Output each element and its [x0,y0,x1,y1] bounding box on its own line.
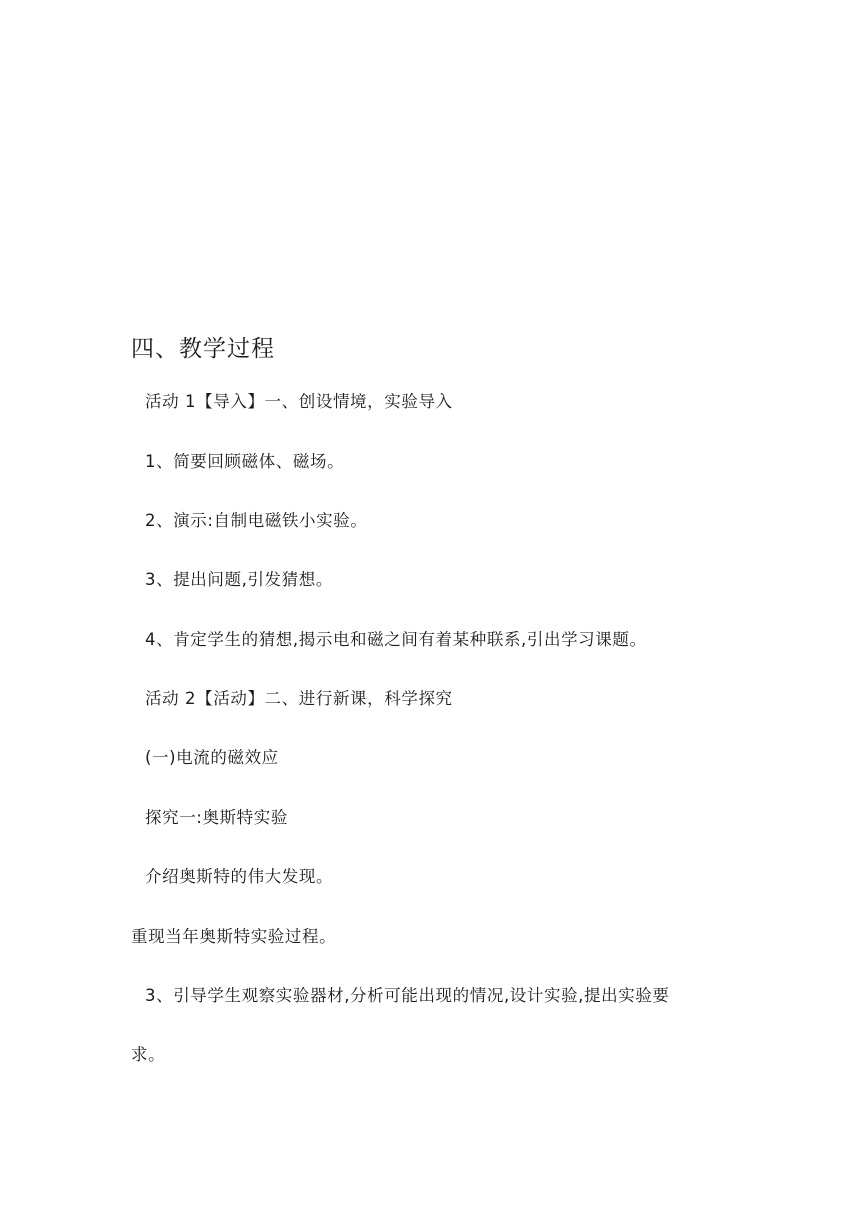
section-heading: 四、教学过程 [131,336,275,362]
paragraph-step-3: 3、提出问题,引发猜想。 [145,570,333,589]
paragraph-activity-1: 活动 1【导入】一、创设情境，实验导入 [145,392,453,411]
paragraph-explore-1: 探究一:奥斯特实验 [145,808,288,827]
paragraph-reproduce: 重现当年奥斯特实验过程。 [131,927,337,946]
paragraph-activity-2: 活动 2【活动】二、进行新课，科学探究 [145,689,453,708]
paragraph-guide: 3、引导学生观察实验器材,分析可能出现的情况,设计实验,提出实验要 [145,986,670,1005]
paragraph-introduce: 介绍奥斯特的伟大发现。 [145,867,334,886]
paragraph-step-1: 1、简要回顾磁体、磁场。 [145,452,345,471]
paragraph-step-4: 4、肯定学生的猜想,揭示电和磁之间有着某种联系,引出学习课题。 [145,630,647,649]
paragraph-subsection: (一)电流的磁效应 [145,748,279,767]
paragraph-guide-continued: 求。 [131,1045,166,1064]
paragraph-step-2: 2、演示:自制电磁铁小实验。 [145,511,368,530]
